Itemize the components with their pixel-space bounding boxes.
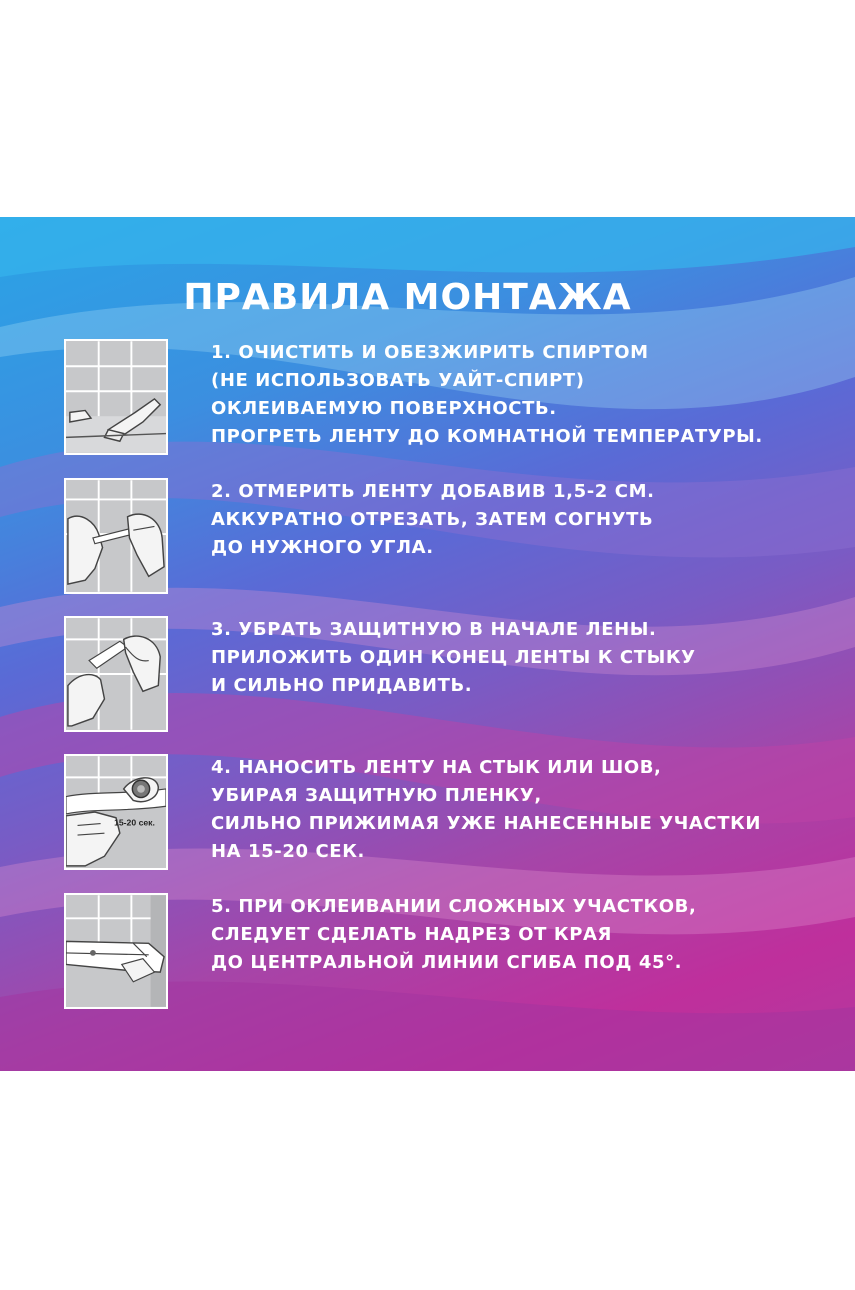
- step-line: 4. НАНОСИТЬ ЛЕНТУ НА СТЫК ИЛИ ШОВ,: [211, 757, 662, 778]
- step-1-text: [211, 339, 851, 451]
- step-line: СИЛЬНО ПРИЖИМАЯ УЖЕ НАНЕСЕННЫЕ УЧАСТКИ: [211, 813, 762, 834]
- remove-liner-icon: [64, 616, 168, 732]
- step-line: 1. ОЧИСТИТЬ И ОБЕЗЖИРИТЬ СПИРТОМ: [211, 342, 649, 363]
- step-line: ДО НУЖНОГО УГЛА.: [211, 537, 434, 558]
- step-line: АККУРАТНО ОТРЕЗАТЬ, ЗАТЕМ СОГНУТЬ: [211, 509, 654, 530]
- step-line: СЛЕДУЕТ СДЕЛАТЬ НАДРЕЗ ОТ КРАЯ: [211, 924, 613, 945]
- step-line: ПРОГРЕТЬ ЛЕНТУ ДО КОМНАТНОЙ ТЕМПЕРАТУРЫ.: [211, 426, 763, 447]
- instructions-banner: [0, 217, 855, 1071]
- step-line: НА 15-20 СЕК.: [211, 841, 365, 862]
- step-2-text: [211, 478, 851, 562]
- clean-surface-icon: [64, 339, 168, 455]
- step-3-text: [211, 616, 851, 700]
- duration-label: 15-20 сек.: [114, 817, 155, 828]
- step-line: И СИЛЬНО ПРИДАВИТЬ.: [211, 675, 473, 696]
- measure-tape-icon: [64, 478, 168, 594]
- page-title: ПРАВИЛА МОНТАЖА: [183, 277, 632, 318]
- apply-tape-icon: [64, 754, 168, 870]
- step-line: УБИРАЯ ЗАЩИТНУЮ ПЛЕНКУ,: [211, 785, 542, 806]
- corner-cut-icon: [64, 893, 168, 1009]
- step-line: ПРИЛОЖИТЬ ОДИН КОНЕЦ ЛЕНТЫ К СТЫКУ: [211, 647, 696, 668]
- step-line: ДО ЦЕНТРАЛЬНОЙ ЛИНИИ СГИБА ПОД 45°.: [211, 952, 683, 973]
- step-line: 5. ПРИ ОКЛЕИВАНИИ СЛОЖНЫХ УЧАСТКОВ,: [211, 896, 697, 917]
- step-line: 3. УБРАТЬ ЗАЩИТНУЮ В НАЧАЛЕ ЛЕНЫ.: [211, 619, 657, 640]
- step-4-text: [211, 754, 851, 866]
- step-5-text: [211, 893, 851, 977]
- step-line: 2. ОТМЕРИТЬ ЛЕНТУ ДОБАВИВ 1,5-2 СМ.: [211, 481, 655, 502]
- step-line: ОКЛЕИВАЕМУЮ ПОВЕРХНОСТЬ.: [211, 398, 557, 419]
- step-line: (НЕ ИСПОЛЬЗОВАТЬ УАЙТ-СПИРТ): [211, 370, 585, 391]
